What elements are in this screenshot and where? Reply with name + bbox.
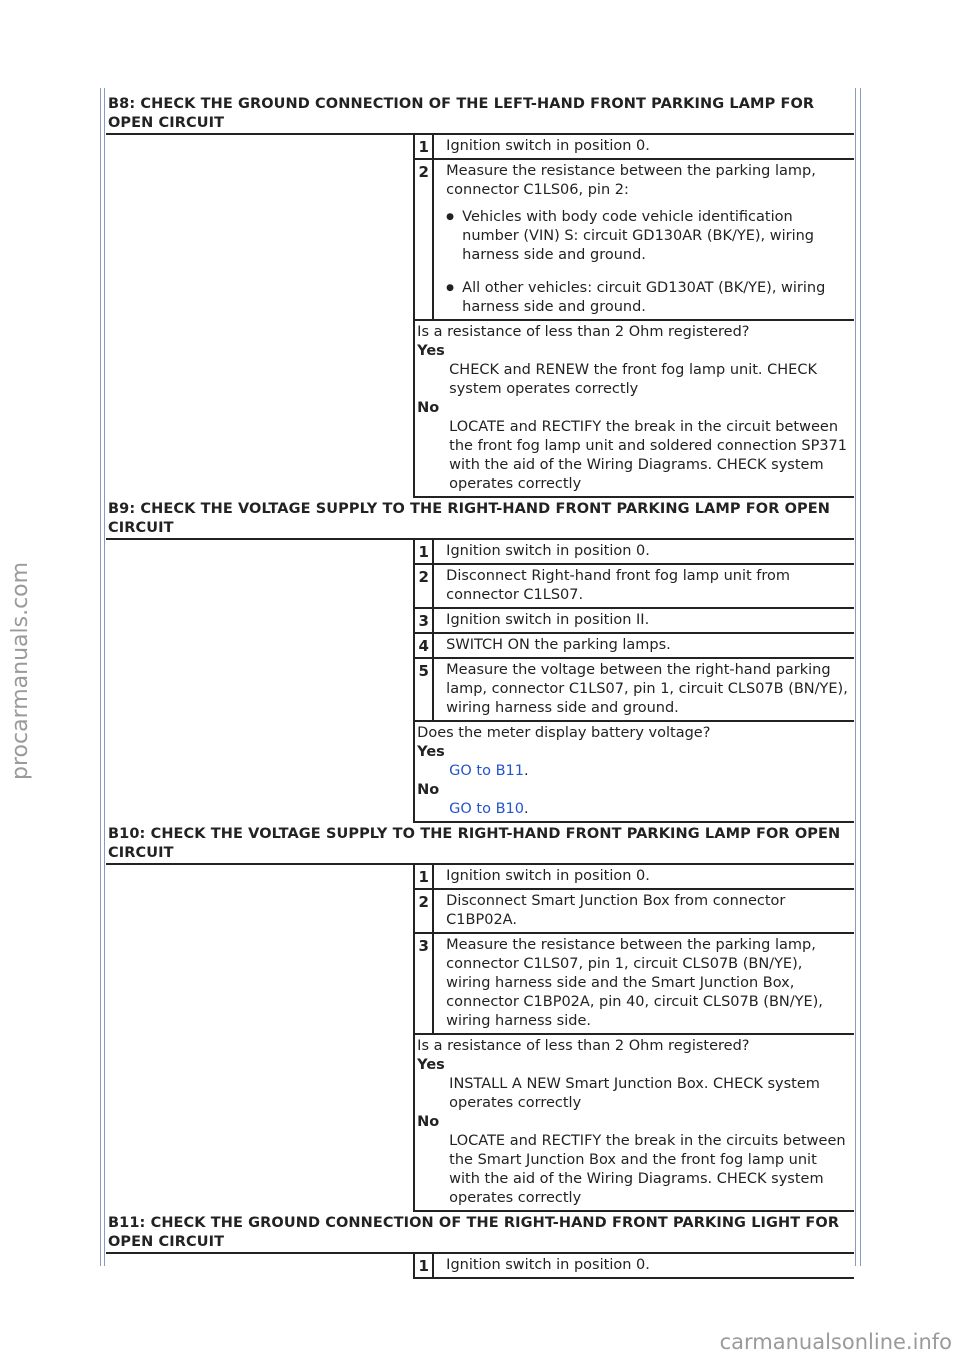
step-number: 1	[415, 865, 434, 888]
question-text: Is a resistance of less than 2 Ohm registered?	[417, 1038, 750, 1054]
step-number: 3	[415, 934, 434, 1033]
step-text: Measure the resistance between the parking lamp, connector C1LS07, pin 1, circuit CLS07B (BN/YE), wiring harness side and the Smart Junction Box, connector C1BP02A, pin 40, circuit CLS07B (BN/YE), wiring harness side.	[446, 937, 823, 1029]
step-text: SWITCH ON the parking lamps.	[446, 637, 671, 653]
step-number: 3	[415, 609, 434, 632]
step-row	[415, 890, 854, 934]
frame-line-right-inner	[855, 88, 856, 1266]
step-number: 2	[415, 890, 434, 932]
go-to-b11-link[interactable]: GO to B11	[449, 763, 524, 779]
section-b10-image-area	[106, 865, 413, 1212]
step-text: Measure the resistance between the parking lamp, connector C1LS06, pin 2:	[446, 163, 816, 198]
section-b9-title: B9: CHECK THE VOLTAGE SUPPLY TO THE RIGHT-HAND FRONT PARKING LAMP FOR OPEN CIRCUIT	[106, 498, 854, 540]
step-text: Ignition switch in position II.	[446, 612, 650, 628]
step-row	[415, 865, 854, 890]
step-text: Disconnect Smart Junction Box from connector C1BP02A.	[446, 893, 786, 928]
section-b11-image-area	[106, 1254, 413, 1279]
section-b10	[106, 823, 854, 1212]
section-b8-image-area	[106, 135, 413, 498]
step-row	[415, 160, 854, 321]
bullet-item: ● All other vehicles: circuit GD130AT (BK/YE), wiring harness side and ground.	[446, 279, 850, 317]
step-row	[415, 565, 854, 609]
result-block	[415, 321, 854, 498]
step-row	[415, 135, 854, 160]
step-number: 4	[415, 634, 434, 657]
yes-label: Yes	[417, 343, 445, 359]
period-text: .	[524, 763, 529, 779]
result-block	[415, 1035, 854, 1212]
step-row	[415, 659, 854, 722]
step-row	[415, 934, 854, 1035]
step-text: Ignition switch in position 0.	[446, 1257, 650, 1273]
step-number: 1	[415, 540, 434, 563]
yes-action: INSTALL A NEW Smart Junction Box. CHECK system operates correctly	[449, 1076, 820, 1111]
section-b9	[106, 498, 854, 823]
no-label: No	[417, 1114, 440, 1130]
step-number: 2	[415, 565, 434, 607]
section-b9-image-area	[106, 540, 413, 823]
bottom-watermark: carmanualsonline.info	[719, 1330, 952, 1354]
yes-label: Yes	[417, 744, 445, 760]
go-to-b10-link[interactable]: GO to B10	[449, 801, 524, 817]
section-b11	[106, 1212, 854, 1279]
step-text: Ignition switch in position 0.	[446, 868, 650, 884]
step-number: 1	[415, 135, 434, 158]
step-text: Ignition switch in position 0.	[446, 138, 650, 154]
no-label: No	[417, 400, 440, 416]
no-label: No	[417, 782, 440, 798]
yes-action: CHECK and RENEW the front fog lamp unit. CHECK system operates correctly	[449, 362, 817, 397]
step-row	[415, 609, 854, 634]
question-text: Is a resistance of less than 2 Ohm registered?	[417, 324, 750, 340]
no-action: LOCATE and RECTIFY the break in the circuits between the Smart Junction Box and the front fog lamp unit with the aid of the Wiring Diagrams. CHECK system operates correctly	[449, 1133, 846, 1206]
step-text: Disconnect Right-hand front fog lamp unit from connector C1LS07.	[446, 568, 791, 603]
question-text: Does the meter display battery voltage?	[417, 725, 711, 741]
period-text: .	[524, 801, 529, 817]
step-number: 2	[415, 160, 434, 319]
section-b8-title: B8: CHECK THE GROUND CONNECTION OF THE LEFT-HAND FRONT PARKING LAMP FOR OPEN CIRCUIT	[106, 93, 854, 135]
step-row	[415, 634, 854, 659]
section-b8	[106, 93, 854, 498]
no-action: LOCATE and RECTIFY the break in the circuit between the front fog lamp unit and soldered connection SP371 with the aid of the Wiring Diagrams. CHECK system operates correctly	[449, 419, 847, 492]
frame-line-left-inner	[104, 88, 105, 1266]
step-bullet-list	[446, 208, 850, 317]
frame-line-left-outer	[100, 88, 101, 1266]
result-block	[415, 722, 854, 823]
bullet-item: ● Vehicles with body code vehicle identification number (VIN) S: circuit GD130AR (BK/YE), wiring harness side and ground.	[446, 208, 850, 265]
section-b10-title: B10: CHECK THE VOLTAGE SUPPLY TO THE RIGHT-HAND FRONT PARKING LAMP FOR OPEN CIRCUIT	[106, 823, 854, 865]
step-text: Measure the voltage between the right-hand parking lamp, connector C1LS07, pin 1, circuit CLS07B (BN/YE), wiring harness side and ground.	[446, 662, 848, 716]
section-b11-title: B11: CHECK THE GROUND CONNECTION OF THE RIGHT-HAND FRONT PARKING LIGHT FOR OPEN CIRCUIT	[106, 1212, 854, 1254]
step-text: Ignition switch in position 0.	[446, 543, 650, 559]
procedure-document	[106, 93, 854, 1279]
side-watermark: procarmanuals.com	[8, 561, 33, 780]
step-number: 1	[415, 1254, 434, 1277]
yes-label: Yes	[417, 1057, 445, 1073]
frame-line-right-outer	[860, 88, 861, 1266]
step-row	[415, 540, 854, 565]
step-number: 5	[415, 659, 434, 720]
step-row	[415, 1254, 854, 1279]
